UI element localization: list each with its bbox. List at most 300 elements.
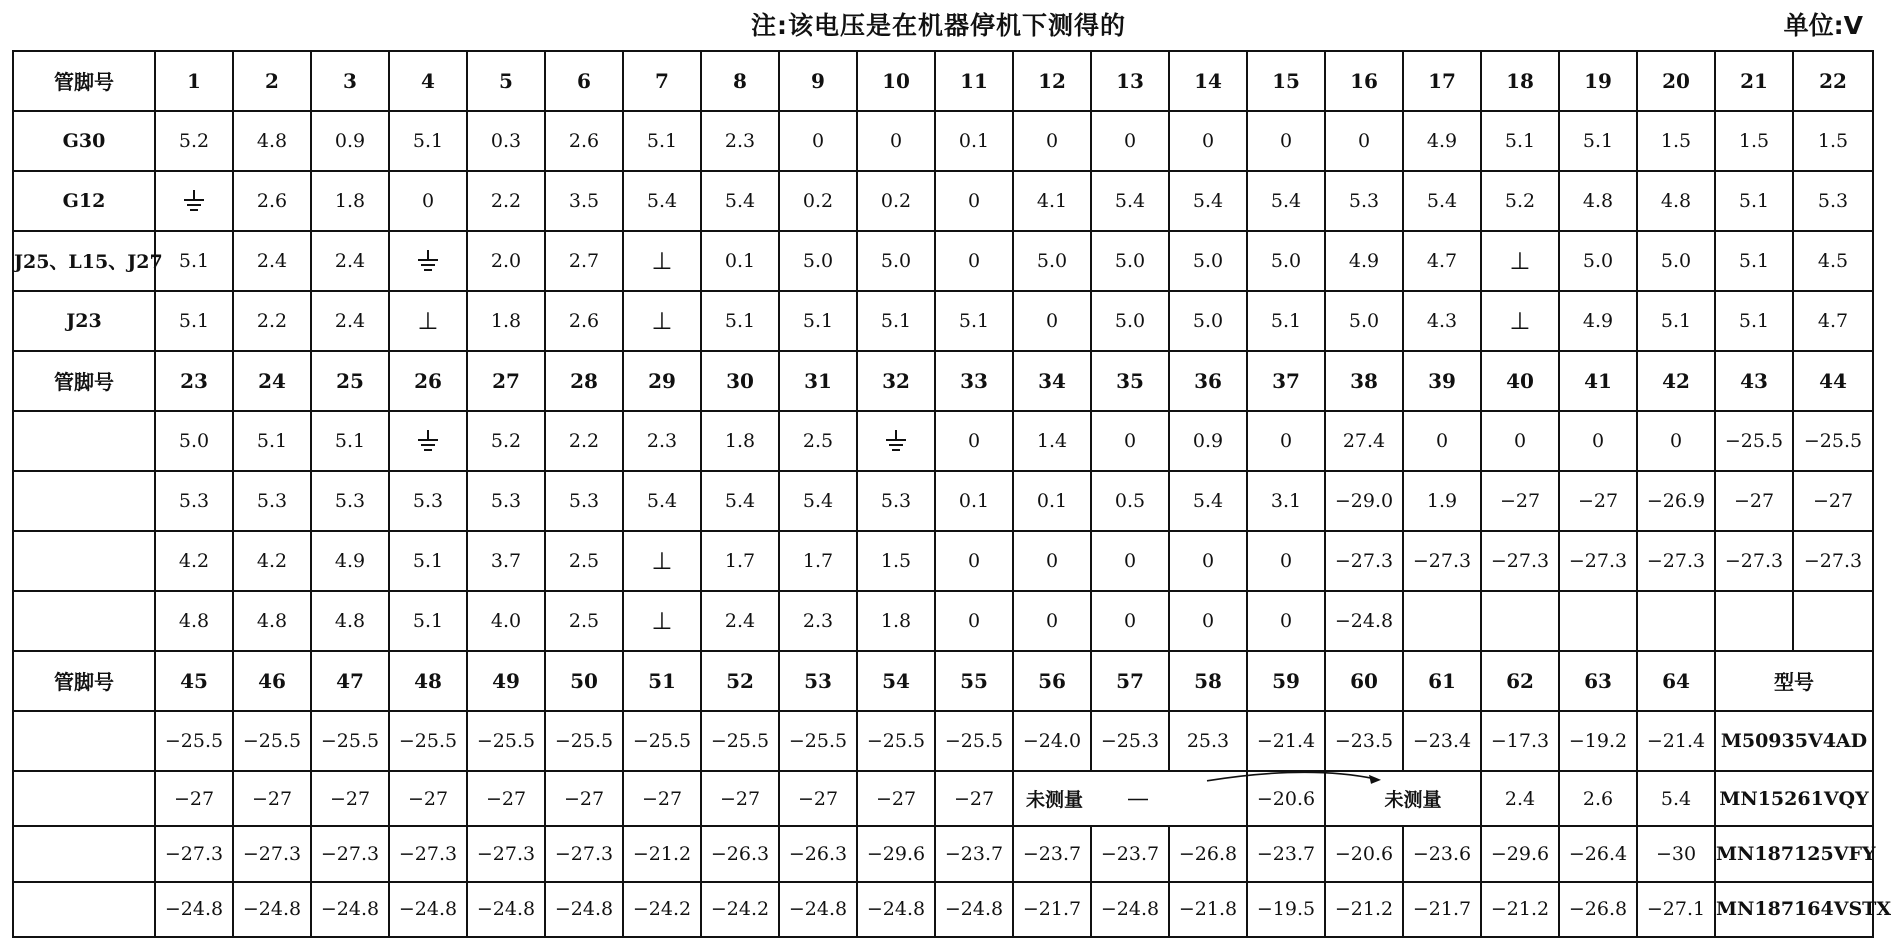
voltage-cell: 0.9 — [1169, 411, 1247, 471]
voltage-cell: −25.5 — [623, 711, 701, 771]
voltage-cell — [1403, 591, 1481, 651]
voltage-cell: −27.3 — [467, 826, 545, 881]
voltage-cell: 5.1 — [233, 411, 311, 471]
ground-symbol-icon — [416, 248, 440, 274]
voltage-cell — [155, 171, 233, 231]
voltage-cell — [1559, 591, 1637, 651]
pin-number-cell: 37 — [1247, 351, 1325, 411]
pin-number-cell: 19 — [1559, 51, 1637, 111]
voltage-cell: 0 — [935, 171, 1013, 231]
voltage-cell: −25.5 — [935, 711, 1013, 771]
voltage-cell — [1793, 591, 1873, 651]
ground-symbol-icon — [416, 428, 440, 454]
voltage-cell: 5.4 — [1247, 171, 1325, 231]
voltage-cell: −26.8 — [1559, 882, 1637, 937]
voltage-cell: −19.2 — [1559, 711, 1637, 771]
voltage-cell: 5.0 — [1091, 291, 1169, 351]
voltage-cell: 0 — [1013, 591, 1091, 651]
pin-number-cell: 51 — [623, 651, 701, 711]
voltage-cell — [623, 531, 701, 591]
voltage-cell — [1481, 231, 1559, 291]
voltage-cell: 0 — [1169, 111, 1247, 171]
voltage-cell: 4.9 — [1325, 231, 1403, 291]
voltage-cell: −25.5 — [1793, 411, 1873, 471]
voltage-cell: 4.8 — [311, 591, 389, 651]
voltage-cell: 4.8 — [233, 111, 311, 171]
voltage-cell: 5.3 — [857, 471, 935, 531]
ic-model-label: G12 — [13, 171, 155, 231]
pin-number-cell: 35 — [1091, 351, 1169, 411]
voltage-cell: 0 — [857, 111, 935, 171]
voltage-cell: −29.0 — [1325, 471, 1403, 531]
voltage-cell: 0.2 — [779, 171, 857, 231]
pin-number-cell: 59 — [1247, 651, 1325, 711]
voltage-cell: 1.8 — [701, 411, 779, 471]
pin-number-cell: 63 — [1559, 651, 1637, 711]
voltage-cell: 5.1 — [857, 291, 935, 351]
model-name-cell: MN187125VFY — [1715, 826, 1873, 881]
voltage-cell: 0 — [1247, 411, 1325, 471]
voltage-cell: −23.7 — [1013, 826, 1091, 881]
pin-number-cell: 25 — [311, 351, 389, 411]
ic-model-label: J25、L15、J27 — [13, 231, 155, 291]
voltage-cell: 0.5 — [1091, 471, 1169, 531]
voltage-cell: −25.5 — [701, 711, 779, 771]
voltage-cell: 5.4 — [701, 171, 779, 231]
pin-number-cell: 58 — [1169, 651, 1247, 711]
pin-number-cell: 11 — [935, 51, 1013, 111]
pin-number-label: 管脚号 — [13, 51, 155, 111]
pin-voltage-table — [12, 50, 1891, 938]
voltage-cell: 5.1 — [389, 111, 467, 171]
voltage-cell: −17.3 — [1481, 711, 1559, 771]
voltage-cell: 5.1 — [1247, 291, 1325, 351]
voltage-cell: −27 — [935, 771, 1013, 826]
pin-number-cell: 2 — [233, 51, 311, 111]
voltage-cell: 0 — [1559, 411, 1637, 471]
voltage-cell: 4.9 — [311, 531, 389, 591]
voltage-cell: −25.5 — [857, 711, 935, 771]
voltage-cell: 2.5 — [779, 411, 857, 471]
voltage-cell: 5.2 — [155, 111, 233, 171]
voltage-cell: 0 — [1169, 531, 1247, 591]
voltage-cell: 5.0 — [1091, 231, 1169, 291]
voltage-cell: 5.1 — [155, 231, 233, 291]
voltage-cell: 0.1 — [935, 471, 1013, 531]
voltage-cell: 0 — [1169, 591, 1247, 651]
voltage-cell — [389, 231, 467, 291]
not-connected-symbol: ⊥ — [1509, 246, 1531, 275]
pin-number-cell: 18 — [1481, 51, 1559, 111]
voltage-cell: 0 — [1637, 411, 1715, 471]
ground-symbol-icon — [884, 428, 908, 454]
voltage-cell: 4.9 — [1403, 111, 1481, 171]
voltage-cell: 4.9 — [1559, 291, 1637, 351]
ic-model-label — [13, 711, 155, 771]
pin-number-cell: 49 — [467, 651, 545, 711]
voltage-cell: −24.8 — [467, 882, 545, 937]
voltage-cell: 1.8 — [467, 291, 545, 351]
voltage-cell: 2.6 — [1559, 771, 1637, 826]
voltage-cell: 0 — [1247, 591, 1325, 651]
voltage-cell: −23.4 — [1403, 711, 1481, 771]
voltage-cell: −29.6 — [1481, 826, 1559, 881]
voltage-cell: 5.1 — [701, 291, 779, 351]
pin-number-cell: 28 — [545, 351, 623, 411]
voltage-cell: −27.3 — [1715, 531, 1793, 591]
voltage-cell: −27 — [623, 771, 701, 826]
voltage-cell: −25.5 — [389, 711, 467, 771]
voltage-cell: 0 — [1091, 591, 1169, 651]
voltage-cell: 2.4 — [233, 231, 311, 291]
pin-number-cell: 26 — [389, 351, 467, 411]
voltage-cell: −24.8 — [1325, 591, 1403, 651]
pin-number-cell: 39 — [1403, 351, 1481, 411]
voltage-cell: −27.3 — [1403, 531, 1481, 591]
voltage-cell: 2.5 — [545, 531, 623, 591]
voltage-cell: 5.1 — [155, 291, 233, 351]
voltage-cell: 0 — [1013, 531, 1091, 591]
voltage-cell: −27 — [467, 771, 545, 826]
voltage-cell: 5.4 — [1169, 471, 1247, 531]
table-row — [13, 591, 1873, 651]
table-row — [13, 291, 1873, 351]
voltage-cell: 2.5 — [545, 591, 623, 651]
pin-number-cell: 27 — [467, 351, 545, 411]
voltage-cell: 5.1 — [311, 411, 389, 471]
unit-label: 单位:V — [1783, 11, 1863, 40]
voltage-cell: −27 — [701, 771, 779, 826]
table-row — [13, 111, 1873, 171]
voltage-cell: −21.4 — [1637, 711, 1715, 771]
voltage-cell: 4.8 — [1637, 171, 1715, 231]
voltage-cell: 5.1 — [935, 291, 1013, 351]
voltage-cell — [623, 291, 701, 351]
voltage-cell: 5.1 — [1715, 231, 1793, 291]
pin-number-cell: 12 — [1013, 51, 1091, 111]
voltage-cell: −27.3 — [1793, 531, 1873, 591]
voltage-cell: 0 — [935, 591, 1013, 651]
voltage-cell: −23.7 — [1247, 826, 1325, 881]
voltage-cell: −27.3 — [233, 826, 311, 881]
voltage-cell: 5.4 — [701, 471, 779, 531]
pin-number-cell: 52 — [701, 651, 779, 711]
voltage-cell — [389, 291, 467, 351]
pin-number-cell: 5 — [467, 51, 545, 111]
voltage-cell: 5.0 — [1013, 231, 1091, 291]
voltage-cell: 3.7 — [467, 531, 545, 591]
voltage-cell: 1.5 — [1793, 111, 1873, 171]
not-connected-symbol: ⊥ — [651, 606, 673, 635]
not-connected-symbol: ⊥ — [417, 306, 439, 335]
voltage-cell: −27 — [1793, 471, 1873, 531]
voltage-cell: 2.0 — [467, 231, 545, 291]
pin-number-cell: 40 — [1481, 351, 1559, 411]
not-connected-symbol: ⊥ — [651, 546, 673, 575]
voltage-cell: 5.0 — [779, 231, 857, 291]
voltage-cell: 4.8 — [1559, 171, 1637, 231]
voltage-cell: 1.8 — [857, 591, 935, 651]
pin-number-cell: 32 — [857, 351, 935, 411]
pin-number-cell: 46 — [233, 651, 311, 711]
voltage-cell: 5.3 — [545, 471, 623, 531]
pin-number-cell: 31 — [779, 351, 857, 411]
pin-number-cell: 29 — [623, 351, 701, 411]
pin-number-cell: 24 — [233, 351, 311, 411]
voltage-cell: 1.8 — [311, 171, 389, 231]
pin-number-cell: 16 — [1325, 51, 1403, 111]
voltage-cell: 0 — [1403, 411, 1481, 471]
voltage-cell: 0 — [935, 411, 1013, 471]
voltage-cell: 2.2 — [545, 411, 623, 471]
voltage-cell: 2.2 — [467, 171, 545, 231]
pin-number-cell: 62 — [1481, 651, 1559, 711]
voltage-cell: 5.0 — [857, 231, 935, 291]
voltage-cell: 2.6 — [545, 111, 623, 171]
voltage-cell: 5.0 — [1169, 231, 1247, 291]
voltage-cell: −25.5 — [311, 711, 389, 771]
pin-number-cell: 41 — [1559, 351, 1637, 411]
voltage-cell: −27.3 — [1559, 531, 1637, 591]
pin-number-cell: 33 — [935, 351, 1013, 411]
voltage-cell — [1481, 291, 1559, 351]
voltage-cell: 2.4 — [311, 231, 389, 291]
voltage-cell: −23.7 — [1091, 826, 1169, 881]
voltage-cell: 1.9 — [1403, 471, 1481, 531]
voltage-cell: 0 — [935, 231, 1013, 291]
pin-number-label: 管脚号 — [13, 651, 155, 711]
ic-model-label — [13, 471, 155, 531]
voltage-cell: −27 — [1715, 471, 1793, 531]
voltage-cell: −21.7 — [1013, 882, 1091, 937]
voltage-cell: −19.5 — [1247, 882, 1325, 937]
voltage-cell: −27 — [857, 771, 935, 826]
voltage-cell: 0 — [935, 531, 1013, 591]
ic-model-label — [13, 531, 155, 591]
voltage-cell: 3.1 — [1247, 471, 1325, 531]
voltage-cell: 4.0 — [467, 591, 545, 651]
voltage-cell: −24.8 — [935, 882, 1013, 937]
voltage-cell: 0.3 — [467, 111, 545, 171]
pin-number-cell: 22 — [1793, 51, 1873, 111]
table-row — [13, 882, 1873, 937]
voltage-cell: 27.4 — [1325, 411, 1403, 471]
voltage-cell: 5.1 — [623, 111, 701, 171]
voltage-cell: 5.0 — [1559, 231, 1637, 291]
pin-number-cell: 1 — [155, 51, 233, 111]
voltage-cell: 4.1 — [1013, 171, 1091, 231]
voltage-cell: 5.4 — [623, 171, 701, 231]
voltage-cell: 2.4 — [701, 591, 779, 651]
pin-number-cell: 3 — [311, 51, 389, 111]
not-connected-symbol: ⊥ — [1509, 306, 1531, 335]
voltage-cell: 5.1 — [1715, 171, 1793, 231]
voltage-cell: −25.5 — [779, 711, 857, 771]
voltage-cell: −27 — [545, 771, 623, 826]
voltage-cell: −26.4 — [1559, 826, 1637, 881]
voltage-cell: 0 — [1481, 411, 1559, 471]
pin-number-cell: 54 — [857, 651, 935, 711]
voltage-cell: −25.5 — [467, 711, 545, 771]
voltage-cell: −24.2 — [701, 882, 779, 937]
voltage-cell: −27.3 — [155, 826, 233, 881]
voltage-cell: 5.3 — [467, 471, 545, 531]
model-name-cell: MN15261VQY — [1715, 771, 1873, 826]
pin-number-cell: 34 — [1013, 351, 1091, 411]
pin-number-header-row — [13, 351, 1873, 411]
voltage-cell: 0.2 — [857, 171, 935, 231]
voltage-cell: −26.3 — [701, 826, 779, 881]
table-row — [13, 471, 1873, 531]
pin-number-cell: 10 — [857, 51, 935, 111]
voltage-cell: 1.7 — [701, 531, 779, 591]
voltage-cell: 3.5 — [545, 171, 623, 231]
voltage-cell: 5.2 — [1481, 171, 1559, 231]
voltage-cell: 0 — [1091, 111, 1169, 171]
voltage-cell: 5.4 — [779, 471, 857, 531]
voltage-cell: 4.7 — [1793, 291, 1873, 351]
voltage-cell: 0 — [1091, 531, 1169, 591]
voltage-cell: 5.1 — [1715, 291, 1793, 351]
table-row — [13, 531, 1873, 591]
voltage-cell: −24.8 — [779, 882, 857, 937]
voltage-cell: −25.5 — [155, 711, 233, 771]
voltage-cell: 1.5 — [857, 531, 935, 591]
voltage-cell: 4.8 — [233, 591, 311, 651]
pin-number-cell: 30 — [701, 351, 779, 411]
voltage-cell: −29.6 — [857, 826, 935, 881]
voltage-cell: 0 — [1325, 111, 1403, 171]
voltage-cell: −27 — [779, 771, 857, 826]
voltage-cell: 5.4 — [1403, 171, 1481, 231]
voltage-cell: 4.7 — [1403, 231, 1481, 291]
ic-model-label: G30 — [13, 111, 155, 171]
model-header: 型号 — [1715, 651, 1873, 711]
ic-model-label: J23 — [13, 291, 155, 351]
pin-number-cell: 4 — [389, 51, 467, 111]
pin-number-cell: 43 — [1715, 351, 1793, 411]
ic-model-label — [13, 591, 155, 651]
not-measured-note: 未测量 — [1013, 771, 1247, 826]
voltage-cell: 0 — [389, 171, 467, 231]
voltage-cell: 1.7 — [779, 531, 857, 591]
table-row — [13, 826, 1873, 881]
voltage-cell: 5.1 — [1637, 291, 1715, 351]
pin-number-cell: 53 — [779, 651, 857, 711]
voltage-cell: −24.8 — [311, 882, 389, 937]
voltage-cell: −26.9 — [1637, 471, 1715, 531]
voltage-cell: −27.3 — [1481, 531, 1559, 591]
voltage-cell: 5.0 — [1247, 231, 1325, 291]
pin-number-cell: 13 — [1091, 51, 1169, 111]
pin-number-cell: 21 — [1715, 51, 1793, 111]
voltage-cell — [1481, 591, 1559, 651]
voltage-cell: 0 — [1091, 411, 1169, 471]
voltage-cell: 1.5 — [1637, 111, 1715, 171]
voltage-cell: 0.1 — [1013, 471, 1091, 531]
voltage-cell: −26.8 — [1169, 826, 1247, 881]
voltage-cell: −23.7 — [935, 826, 1013, 881]
pin-number-cell: 60 — [1325, 651, 1403, 711]
voltage-cell: −27 — [389, 771, 467, 826]
not-connected-symbol: ⊥ — [651, 306, 673, 335]
pin-number-cell: 8 — [701, 51, 779, 111]
voltage-cell: −27.3 — [389, 826, 467, 881]
voltage-cell: 5.0 — [155, 411, 233, 471]
voltage-cell — [1637, 591, 1715, 651]
voltage-cell: 4.3 — [1403, 291, 1481, 351]
voltage-cell: 2.2 — [233, 291, 311, 351]
voltage-cell: 5.4 — [623, 471, 701, 531]
voltage-cell: 5.4 — [1169, 171, 1247, 231]
pin-number-cell: 23 — [155, 351, 233, 411]
pin-number-cell: 9 — [779, 51, 857, 111]
pin-number-header-row — [13, 651, 1873, 711]
pin-number-cell: 15 — [1247, 51, 1325, 111]
table-row — [13, 231, 1873, 291]
pin-number-cell: 6 — [545, 51, 623, 111]
voltage-cell: −25.3 — [1091, 711, 1169, 771]
voltage-cell: 0 — [1247, 111, 1325, 171]
voltage-cell: −24.8 — [857, 882, 935, 937]
pin-number-cell: 42 — [1637, 351, 1715, 411]
table-row — [13, 411, 1873, 471]
voltage-cell: −24.8 — [545, 882, 623, 937]
voltage-cell: −30 — [1637, 826, 1715, 881]
voltage-cell: −25.5 — [545, 711, 623, 771]
voltage-cell: −24.0 — [1013, 711, 1091, 771]
voltage-cell: 4.8 — [155, 591, 233, 651]
voltage-cell: 0.1 — [701, 231, 779, 291]
not-connected-symbol: ⊥ — [651, 246, 673, 275]
voltage-cell: −23.6 — [1403, 826, 1481, 881]
voltage-cell: −23.5 — [1325, 711, 1403, 771]
voltage-cell: 5.0 — [1637, 231, 1715, 291]
pin-number-cell: 50 — [545, 651, 623, 711]
pin-number-cell: 17 — [1403, 51, 1481, 111]
pin-number-cell: 38 — [1325, 351, 1403, 411]
voltage-cell: 5.0 — [1325, 291, 1403, 351]
voltage-cell: −20.6 — [1247, 771, 1325, 826]
voltage-cell: 5.2 — [467, 411, 545, 471]
voltage-cell: 1.5 — [1715, 111, 1793, 171]
voltage-cell: −27 — [311, 771, 389, 826]
voltage-cell: −27.3 — [1637, 531, 1715, 591]
voltage-cell: −27.3 — [311, 826, 389, 881]
voltage-cell — [857, 411, 935, 471]
ic-model-label — [13, 411, 155, 471]
voltage-cell: 0 — [1247, 531, 1325, 591]
ground-symbol-icon — [182, 188, 206, 214]
voltage-cell: 2.3 — [623, 411, 701, 471]
voltage-cell: −24.2 — [623, 882, 701, 937]
voltage-cell: −21.4 — [1247, 711, 1325, 771]
pin-number-cell: 36 — [1169, 351, 1247, 411]
voltage-cell: 5.3 — [1325, 171, 1403, 231]
pin-number-cell: 61 — [1403, 651, 1481, 711]
voltage-cell: −21.2 — [1481, 882, 1559, 937]
voltage-cell: −21.2 — [1325, 882, 1403, 937]
table-row — [13, 771, 1873, 826]
voltage-cell: 4.5 — [1793, 231, 1873, 291]
voltage-cell: −27.3 — [545, 826, 623, 881]
voltage-cell: 1.4 — [1013, 411, 1091, 471]
voltage-cell: −24.8 — [155, 882, 233, 937]
voltage-cell: 5.0 — [1169, 291, 1247, 351]
table-note-title: 注:该电压是在机器停机下测得的 — [751, 11, 1126, 40]
pin-number-cell: 45 — [155, 651, 233, 711]
voltage-cell — [623, 231, 701, 291]
